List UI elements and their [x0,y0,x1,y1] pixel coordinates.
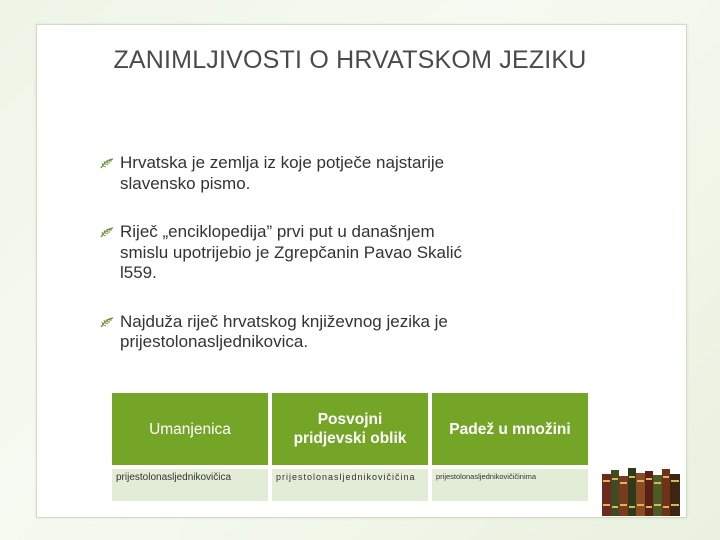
header-cell: Posvojni pridjevski oblik [272,393,428,469]
bullet-text: Riječ „enciklopedija” prvi put u današnjem smislu upotrijebio je Zgrepčanin Pavao Skalić l559. [120,222,463,282]
feather-bullet-icon [100,158,114,170]
books-icon [600,464,684,516]
table-cell: prijestolonasljednikovičičinima [432,469,588,501]
bullet-text: Hrvatska je zemlja iz koje potječe najstarije slavensko pismo. [120,153,445,193]
table-header-row [112,393,588,469]
header-cell: Umanjenica [112,393,268,469]
slide-title: ZANIMLJIVOSTI O HRVATSKOM JEZIKU [113,46,587,74]
table-row [112,469,588,501]
bullet-text: Najduža riječ hrvatskog književnog jezika je prijestolonasljednikovica. [120,311,448,351]
table-cell: prijestolonasljednikovičica [112,469,268,501]
feather-bullet-icon [100,317,114,329]
word-forms-table [108,393,592,501]
table-cell: prijestolonasljednikovičičina [272,469,428,501]
feather-bullet-icon [100,227,114,239]
bullet-item [100,153,480,194]
bullet-item [100,312,480,353]
bullet-item [100,222,480,284]
bullet-list [100,153,480,353]
header-cell: Padež u množini [432,393,588,469]
